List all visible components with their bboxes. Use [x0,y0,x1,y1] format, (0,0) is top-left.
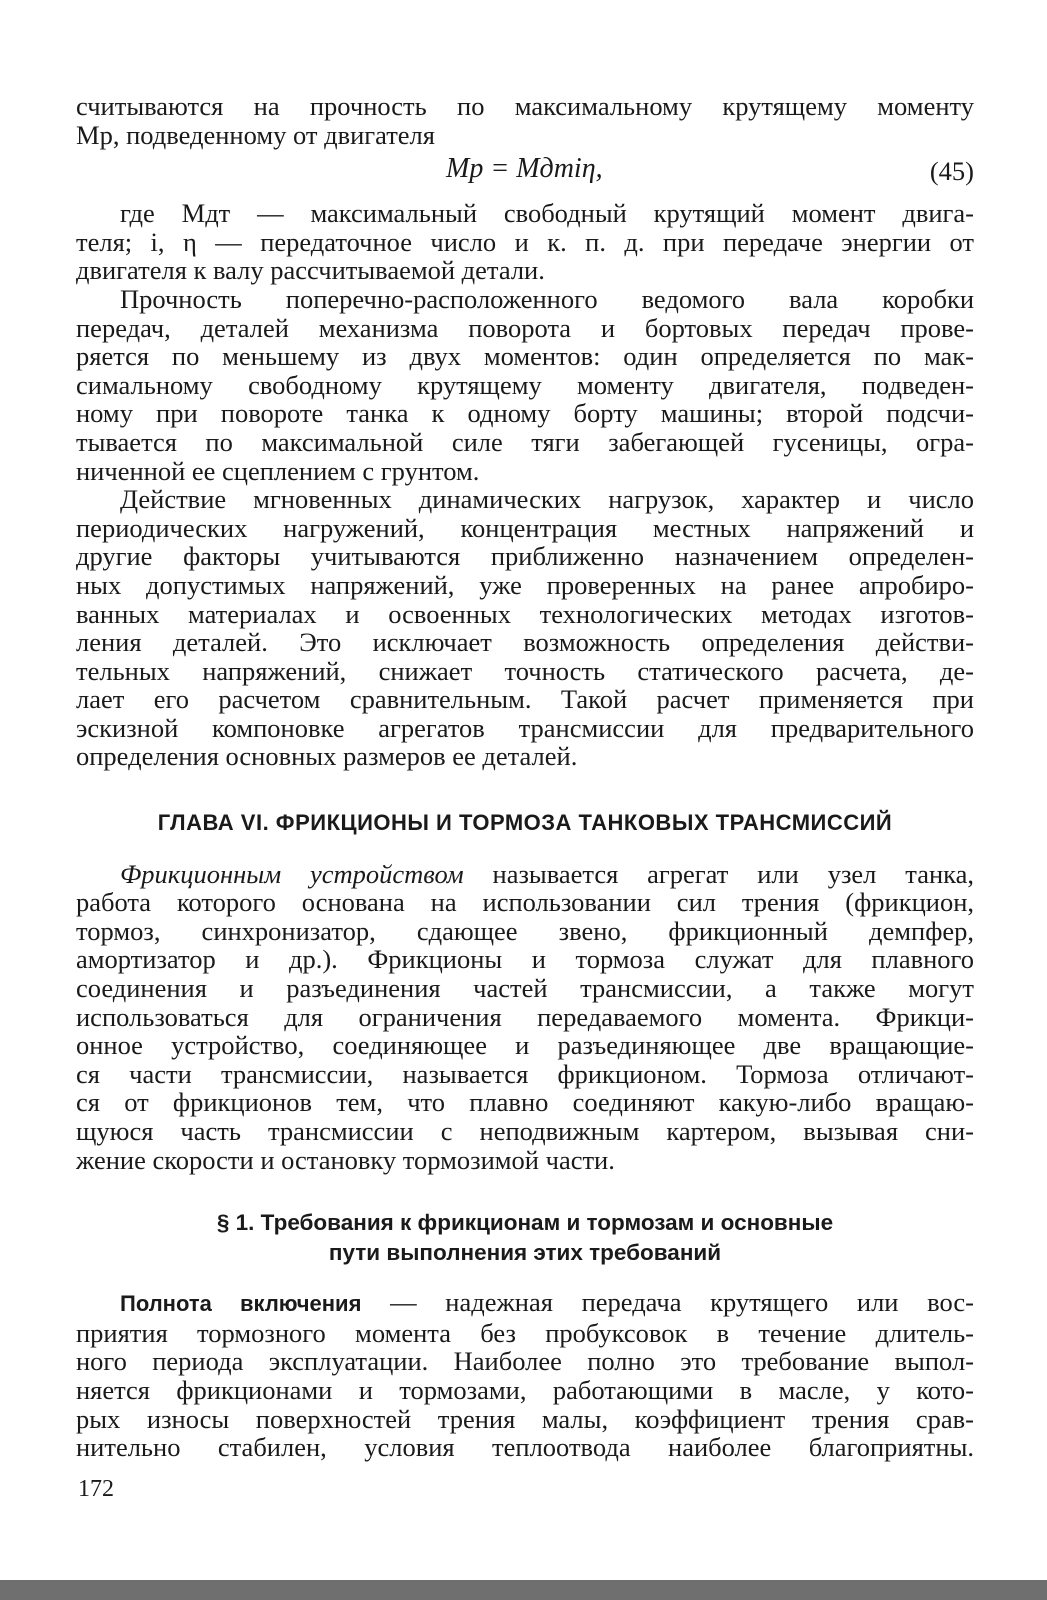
text-line [76,860,974,889]
formula-number: (45) [929,156,974,187]
book-page [76,92,974,1462]
text-line: периодических нагружений, концентрация местных напряжений и [76,512,974,543]
text-line: ряется по меньшему из двух моментов: один определяется по мак- [76,341,974,372]
text-line: теля; i, η — передаточное число и к. п. д. при передаче энергии от [76,226,974,257]
paragraph [76,485,974,771]
bold-term: Полнота включения [120,1291,362,1317]
text-line: онное устройство, соединяющее и разъединяющее две вращающие- [76,1030,974,1061]
paragraph [76,1288,974,1462]
text-line: тельных напряжений, снижает точность статического расчета, де- [76,655,974,686]
formula-row [76,153,974,193]
text-line: рых износы поверхностей трения малы, коэффициент трения срав- [76,1403,974,1434]
section-title-line: § 1. Требования к фрикционам и тормозам и основные [216,1210,834,1236]
section-title-line: пути выполнения этих требований [328,1240,722,1266]
text-line: ному при повороте танка к одному борту машины; второй подсчи- [76,398,974,429]
text-segment: — надежная передача крутящего или вос- [361,1287,974,1318]
text-line: использоваться для ограничения передаваемого момента. Фрикци- [76,1001,974,1032]
text-line: приятия тормозного момента без пробуксовок в течение длитель- [76,1317,974,1348]
section-title [76,1208,974,1268]
page-number: 172 [78,1476,114,1502]
text-line: симальному свободному крутящему моменту двигателя, подведен- [76,369,974,400]
text-line: няется фрикционами и тормозами, работающими в масле, у кото- [76,1374,974,1405]
text-line: где Mдт — максимальный свободный крутящий момент двига- [120,198,974,229]
intro-paragraph [76,92,974,149]
text-line: работа которого основана на использовании сил трения (фрикцион, [76,887,974,918]
text-line: ного периода эксплуатации. Наиболее полно это требование выпол- [76,1346,974,1377]
text-line: ных допустимых напряжений, уже проверенных на ранее апробиро- [76,569,974,600]
text-line: Mр, подведенному от двигателя [76,119,435,150]
text-line: ся части трансмиссии, называется фрикционом. Тормоза отличают- [76,1058,974,1089]
text-line: ниченной ее сцеплением с грунтом. [76,455,480,486]
text-line: нительно стабилен, условия теплоотвода наиболее благоприятны. [76,1432,974,1463]
text-line: ванных материалах и освоенных технологических методах изготов- [76,598,974,629]
text-line: Действие мгновенных динамических нагрузок, характер и число [120,484,974,515]
text-line: ся от фрикционов тем, что плавно соединяют какую-либо вращаю- [76,1087,974,1118]
text-line: Прочность поперечно-расположенного ведомого вала коробки [120,283,974,314]
text-line: тывается по максимальной силе тяги забегающей гусеницы, огра- [76,426,974,457]
paragraph [76,860,974,1175]
text-line: соединения и разъединения частей трансмиссии, а также могут [76,973,974,1004]
paragraph [76,285,974,485]
text-line: тормоз, синхронизатор, сдающее звено, фрикционный демпфер, [76,915,974,946]
text-line: передач, деталей механизма поворота и бортовых передач прове- [76,312,974,343]
text-line: определения основных размеров ее деталей. [76,741,578,772]
text-segment: называется агрегат или узел танка, [463,858,974,889]
text-line: жение скорости и остановку тормозимой части. [76,1144,615,1175]
text-line: щуюся часть трансмиссии с неподвижным картером, вызывая сни- [76,1116,974,1146]
text-line: другие факторы учитываются приближенно назначением определен- [76,541,974,572]
formula: Mр = Mдтiη, [446,153,603,185]
text-line: двигателя к валу рассчитываемой детали. [76,255,545,286]
text-line: эскизной компоновке агрегатов трансмиссии для предварительного [76,712,974,743]
text-line: ления деталей. Это исключает возможность определения действи- [76,627,974,658]
scan-edge [0,1580,1047,1600]
text-line: амортизатор и др.). Фрикционы и тормоза служат для плавного [76,944,974,975]
chapter-title: ГЛАВА VI. ФРИКЦИОНЫ И ТОРМОЗА ТАНКОВЫХ ТРАНСМИССИЙ [157,810,893,836]
text-line [76,1288,974,1319]
text-line: считываются на прочность по максимальному крутящему моменту [76,91,974,121]
italic-term: Фрикционным устройством [120,858,464,889]
where-paragraph [76,199,974,285]
text-line: лает его расчетом сравнительным. Такой расчет применяется при [76,684,974,715]
